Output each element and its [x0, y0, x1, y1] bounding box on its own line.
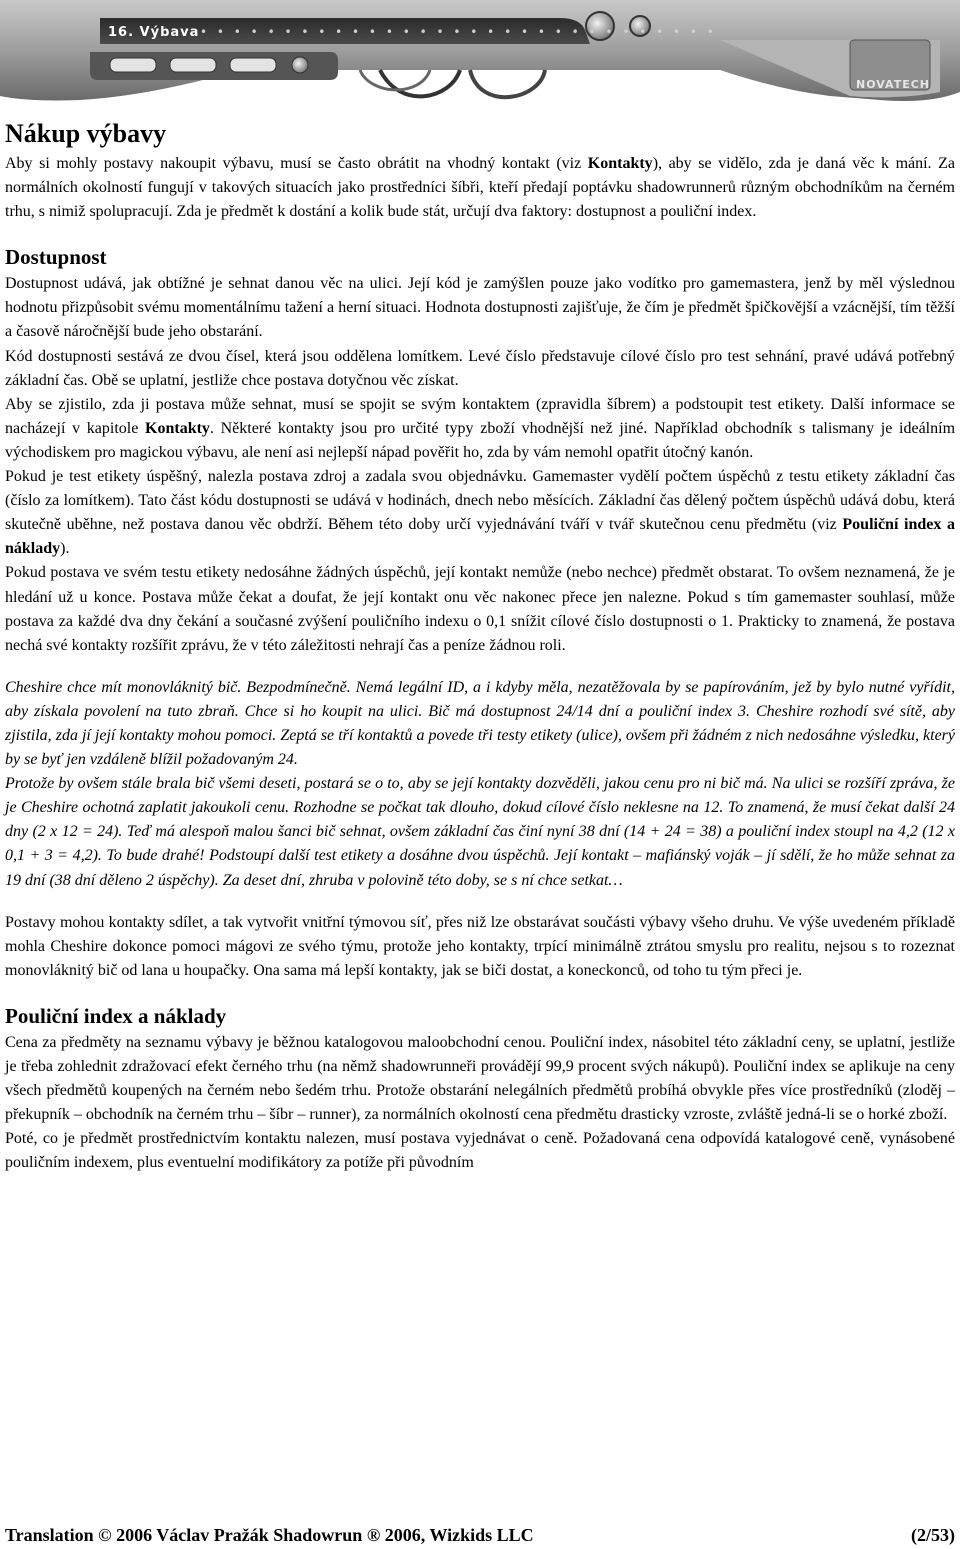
banner-chapter-title: 16. Výbava: [108, 25, 200, 40]
page-number: (2/53): [911, 1524, 955, 1545]
footer-copyright: Translation © 2006 Václav Pražák Shadowrun ® 2006, Wizkids LLC: [5, 1524, 534, 1545]
paragraph-sharing: Postavy mohou kontakty sdílet, a tak vytvořit vnitřní týmovou síť, přes niž lze obstarávat součásti výbavy všeho druhu. Ve výše uvedeném příkladě mohla Cheshire dokonce pomoci mágovi ze svého týmu, protože jeho kontakty, trpící minimálně ztrátou smyslu pro realitu, nejsou s to rozeznat monovláknitý bič od lana u houpačky. Ona sama má lepší kontakty, jak se biči dostat, a koneckonců, od toho tu tým přeci je.: [5, 913, 955, 979]
paragraph-dostupnost-3: [5, 393, 955, 465]
document-body: [5, 116, 955, 1175]
paragraph-dostupnost-4: [5, 465, 955, 561]
example-paragraph-2: Protože by ovšem stále brala bič všemi deseti, postará se o to, aby se její kontakty dozvěděli, jakou cenu pro ni bič má. Na ulici se rozšíří zpráva, že je Cheshire ochotná zaplatit jakoukoli cenu. Rozhodne se počkat tak dlouho, dokud cílové číslo neklesne na 12. To znamená, že musí čekat další 24 dny (2 x 12 = 24). Teď má alespoň malou šanci bič sehnat, ovšem základní čas činí nyní 38 dní (14 + 24 = 38) a pouliční index stoupl na 4,2 (12 x 0,1 + 3 = 4,2). To bude drahé! Podstoupí další test etikety a dosáhne dvou úspěchů. Její kontakt – mafiánský voják – jí sdělí, že ho může sehnat za 19 dní (38 dní děleno 2 úspěchy). Za deset dní, zhruba v polovině této doby, se s ní chce setkat…: [5, 775, 955, 889]
paragraph-index-1: Cena za předměty na seznamu výbavy je běžnou katalogovou maloobchodní cenou. Pouliční index, násobitel této základní ceny, se uplatní, jestliže je třeba zohlednit zdražovací efekt černého trhu (na němž shadowrunneři provádějí 99,9 procent svých nákupů). Pouliční index se aplikuje na ceny všech předmětů koupených na černém nebo šedém trhu. Protože obstarání nelegálních předmětů probíhá obvykle přes více prostředníků (zloděj – překupník – obchodník na černém trhu – šíbr – runner), za normálních okolností cena předmětu drasticky vzroste, zvláště jedná-li se o horké zboží.: [5, 1033, 955, 1124]
text-run: Aby si mohly postavy nakoupit výbavu, musí se často obrátit na vhodný kontakt (viz: [5, 155, 588, 172]
heading-poulicni-index: Pouliční index a náklady: [5, 1003, 227, 1028]
paragraph-dostupnost-2: Kód dostupnosti sestává ze dvou čísel, která jsou oddělena lomítkem. Levé číslo představuje cílové číslo pro test sehnání, pravé udává potřebný základní čas. Obě se uplatní, jestliže chce postava dotyčnou věc získat.: [5, 347, 955, 389]
bold-ref-poulicni-index: Pouliční index a náklady: [5, 516, 956, 558]
banner-dots: • • • • • • • • • • • • • • • • • • • • • • • • • • • • • • •: [200, 25, 717, 39]
text-run: . Některé kontakty jsou pro určité typy zboží vhodnější než jiné. Například obchodník s talismany je ideálním východiskem pro magickou výbavu, ale není asi nejlepší nápad pověřit ho, zda by vám nemohl opatřit útočný kanón.: [5, 419, 956, 461]
paragraph-dostupnost-1: Dostupnost udává, jak obtížné je sehnat danou věc na ulici. Její kód je zamýšlen pouze jako vodítko pro gamemastera, jenž by měl výslednou hodnotu přizpůsobit svému momentálnímu tažení a herní situaci. Hodnota dostupnosti zajišťuje, že čím je předmět špičkovější a vzácnější, tím těžší a časově náročnější bude jeho obstarání.: [5, 275, 955, 341]
text-run: Aby se zjistilo, zda ji postava může sehnat, musí se spojit se svým kontaktem (zpravidla šíbrem) a podstoupit test etikety. Další informace se nacházejí v kapitole: [5, 395, 955, 437]
text-run: Pokud je test etikety úspěšný, nalezla postava zdroj a zadala svou objednávku. Gamemaster vydělí počtem úspěchů z testu etikety základní čas (číslo za lomítkem). Tato část kódu dostupnosti se udává v hodinách, dnech nebo měsících. Základní čas dělený počtem úspěchů udává dobu, která skutečně uběhne, než postava danou věc obdrží. Během této doby určí vyjednávání tváří v tvář skutečnou cenu předmětu (viz: [5, 468, 955, 534]
text-run: ).: [60, 540, 70, 558]
paragraph-dostupnost-5: Pokud postava ve svém testu etikety nedosáhne žádných úspěchů, její kontakt nemůže (nebo nechce) předmět obstarat. To ovšem neznamená, že je hledání už u konce. Postava může čekat a doufat, že její kontakt onu věc nakonec přece jen nalezne. Pokud s tím gamemaster souhlasí, může postava za každé dva dny čekání a současné zvýšení pouličního indexu o 0,1 snížit cílové číslo dostupnosti o 1. Prakticky to znamená, že postava nechá své kontakty rozšířit zprávu, že v této záležitosti nehrají čas a peníze žádnou roli.: [5, 564, 955, 654]
page-footer: [5, 1522, 955, 1548]
brand-logo: NOVATECH: [856, 78, 930, 91]
example-block: [5, 676, 955, 893]
banner-graphic: [0, 0, 960, 108]
heading-dostupnost: Dostupnost: [5, 245, 107, 270]
text-run: ), aby se vidělo, zda je daná věc k mání. Za normálních okolností fungují v takových situacích jako prostředníci šíbři, kteří předají poptávku shadowrunnerů různým obchodníkům na černém trhu, s nimiž spolupracují. Zda je předmět k dostání a kolik bude stát, určují dva faktory: dostupnost a pouliční index.: [5, 155, 955, 221]
header-banner: [0, 0, 960, 108]
paragraph-nakup-1: [5, 152, 955, 224]
paragraph-index-2: Poté, co je předmět prostřednictvím kontaktu nalezen, musí postava vyjednávat o ceně. Požadovaná cena odpovídá katalogové ceně, vynásobené pouličním indexem, plus eventuelní modifikátory za potíže při původním: [5, 1130, 955, 1172]
heading-nakup-vybavy: Nákup výbavy: [5, 119, 167, 148]
example-paragraph-1: Cheshire chce mít monovláknitý bič. Bezpodmínečně. Nemá legální ID, a i kdyby měla, nezatěžovala by se papírováním, jež by bylo nutné vyřídit, aby získala povolení na tuto zbraň. Chce si ho koupit na ulici. Bič má dostupnost 24/14 dní a pouliční index 3. Cheshire rozhodí své sítě, aby zjistila, zda jí její kontakty mohou pomoci. Zeptá se tří kontaktů a povede tři testy etikety (ulice), ovšem při žádném z nich nedosáhne výsledku, který by se byť jen vzdáleně blížil požadovaným 24.: [5, 678, 955, 769]
bold-ref-kontakty: Kontakty: [587, 155, 653, 172]
bold-ref-kontakty: Kontakty: [145, 419, 210, 437]
